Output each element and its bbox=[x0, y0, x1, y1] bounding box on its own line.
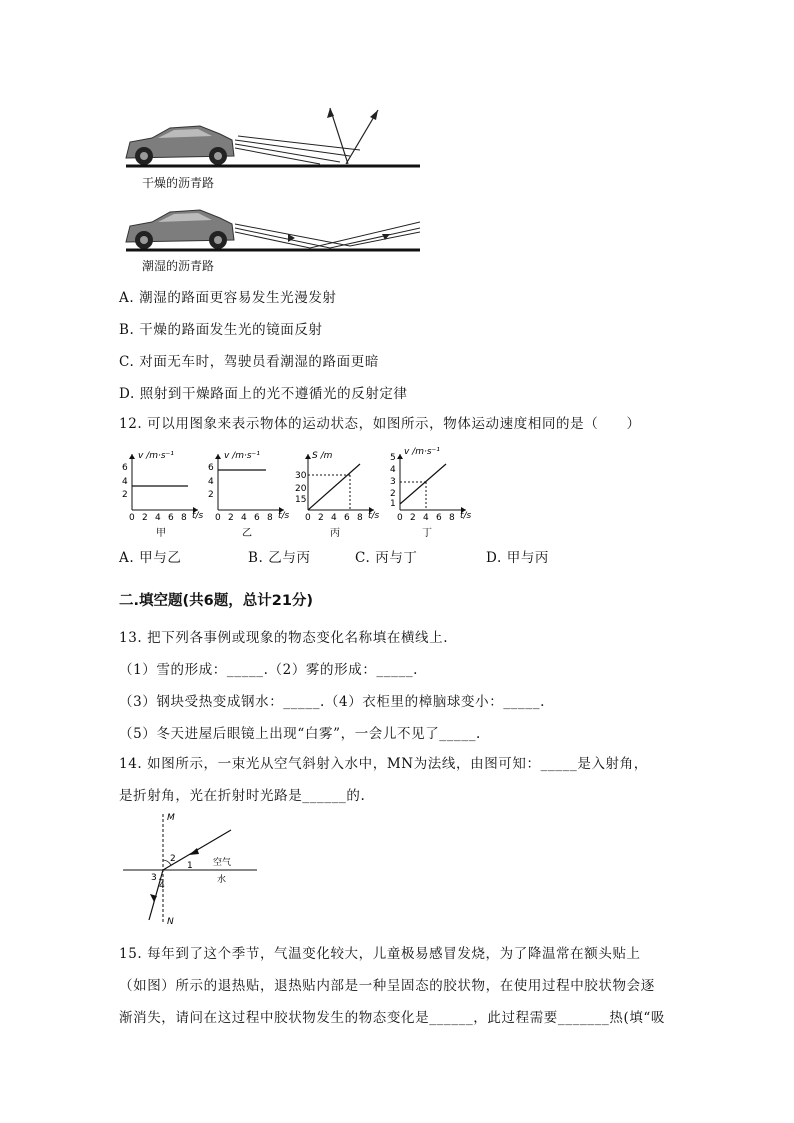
svg-text:2: 2 bbox=[208, 490, 214, 500]
svg-text:4: 4 bbox=[155, 513, 161, 523]
label-air: 空气 bbox=[213, 858, 232, 868]
svg-text:2: 2 bbox=[142, 513, 148, 523]
svg-text:8: 8 bbox=[267, 513, 273, 523]
q12-option-b: B. 乙与丙 bbox=[248, 550, 311, 566]
q14-line-1: 14. 如图所示，一束光从空气斜射入水中，MN为法线，由图可知：_____是入射角， bbox=[119, 756, 648, 772]
svg-text:0: 0 bbox=[397, 513, 403, 523]
svg-text:0: 0 bbox=[215, 513, 221, 523]
q11-option-b: B. 干燥的路面发生光的镜面反射 bbox=[119, 322, 323, 338]
label-m: M bbox=[167, 813, 175, 823]
svg-text:20: 20 bbox=[295, 484, 307, 494]
svg-text:2: 2 bbox=[122, 490, 128, 500]
svg-text:4: 4 bbox=[241, 513, 247, 523]
q11-option-d: D. 照射到干燥路面上的光不遵循光的反射定律 bbox=[119, 386, 408, 402]
svg-text:t/s: t/s bbox=[192, 511, 204, 521]
svg-text:4: 4 bbox=[122, 477, 128, 487]
q15-line-1: 15. 每年到了这个季节，气温变化较大，儿童极易感冒发烧，为了降温常在额头贴上 bbox=[119, 946, 641, 962]
svg-text:8: 8 bbox=[357, 513, 363, 523]
road-figure bbox=[120, 100, 430, 276]
svg-text:6: 6 bbox=[122, 463, 128, 473]
svg-text:3: 3 bbox=[390, 477, 396, 487]
label-angle-3: 3 bbox=[151, 873, 157, 883]
q13-line-1: （1）雪的形成：_____.（2）雾的形成：_____. bbox=[119, 662, 419, 678]
q11-option-a: A. 潮湿的路面更容易发生光漫发射 bbox=[119, 290, 337, 306]
svg-text:6: 6 bbox=[254, 513, 260, 523]
graph-label-ding: 丁 bbox=[422, 528, 432, 538]
svg-text:v /m·s⁻¹: v /m·s⁻¹ bbox=[138, 451, 174, 461]
svg-text:4: 4 bbox=[423, 513, 429, 523]
graph-yi bbox=[208, 451, 290, 538]
car-dry-road bbox=[126, 126, 234, 165]
q15-line-2: （如图）所示的退热贴，退热贴内部是一种呈固态的胶状物，在使用过程中胶状物会逐 bbox=[119, 978, 655, 994]
wet-road-caption: 潮湿的沥青路 bbox=[142, 259, 215, 273]
label-n: N bbox=[167, 917, 174, 927]
q13-line-2: （3）钢块受热变成钢水：_____.（4）衣柜里的樟脑球变小：_____. bbox=[119, 694, 545, 710]
svg-text:4: 4 bbox=[208, 477, 214, 487]
label-water: 水 bbox=[217, 875, 227, 885]
graph-bing bbox=[295, 451, 380, 538]
refraction-figure bbox=[119, 810, 259, 930]
svg-text:2: 2 bbox=[318, 513, 324, 523]
dry-road-caption: 干燥的沥青路 bbox=[142, 176, 215, 190]
svg-text:6: 6 bbox=[436, 513, 442, 523]
svg-text:6: 6 bbox=[344, 513, 350, 523]
q13-stem: 13. 把下列各事例或现象的物态变化名称填在横线上. bbox=[119, 630, 449, 646]
q15-line-3: 渐消失，请问在这过程中胶状物发生的物态变化是______，此过程需要_______热(填“吸 bbox=[119, 1010, 666, 1026]
svg-text:6: 6 bbox=[168, 513, 174, 523]
svg-text:1: 1 bbox=[390, 499, 396, 509]
q12-stem: 12. 可以用图象来表示物体的运动状态，如图所示，物体运动速度相同的是（ ） bbox=[119, 416, 641, 432]
svg-text:6: 6 bbox=[208, 463, 214, 473]
svg-text:t/s: t/s bbox=[368, 511, 380, 521]
road-reflection-diagram bbox=[120, 100, 430, 276]
q11-option-c: C. 对面无车时，驾驶员看潮湿的路面更暗 bbox=[119, 354, 379, 370]
svg-text:v /m·s⁻¹: v /m·s⁻¹ bbox=[224, 451, 260, 461]
svg-text:4: 4 bbox=[390, 465, 396, 475]
svg-text:t/s: t/s bbox=[460, 511, 472, 521]
svg-text:2: 2 bbox=[390, 489, 396, 499]
section-heading: 二.填空题(共6题，总计21分) bbox=[119, 593, 314, 609]
graph-ding bbox=[390, 447, 472, 538]
graph-label-yi: 乙 bbox=[242, 528, 252, 538]
graph-label-jia: 甲 bbox=[156, 528, 166, 538]
svg-text:15: 15 bbox=[295, 495, 307, 505]
refraction-diagram bbox=[119, 810, 259, 930]
car-wet-road bbox=[126, 210, 234, 249]
svg-text:8: 8 bbox=[181, 513, 187, 523]
svg-text:2: 2 bbox=[228, 513, 234, 523]
q14-line-2: 是折射角，光在折射时光路是______的. bbox=[119, 788, 366, 804]
graph-jia bbox=[122, 451, 204, 538]
svg-text:t/s: t/s bbox=[278, 511, 290, 521]
svg-text:8: 8 bbox=[449, 513, 455, 523]
svg-text:5: 5 bbox=[390, 453, 396, 463]
q13-line-3: （5）冬天进屋后眼镜上出现“白雾”，一会儿不见了_____. bbox=[119, 726, 481, 742]
motion-graphs bbox=[118, 446, 488, 538]
svg-text:2: 2 bbox=[410, 513, 416, 523]
label-angle-4: 4 bbox=[159, 881, 165, 891]
svg-text:4: 4 bbox=[331, 513, 337, 523]
graph-label-bing: 丙 bbox=[330, 528, 340, 538]
svg-text:0: 0 bbox=[129, 513, 135, 523]
svg-text:S /m: S /m bbox=[312, 451, 333, 461]
q12-option-a: A. 甲与乙 bbox=[119, 550, 182, 566]
label-angle-2: 2 bbox=[170, 854, 176, 864]
label-angle-1: 1 bbox=[187, 861, 193, 871]
q12-option-d: D. 甲与丙 bbox=[486, 550, 550, 566]
svg-text:30: 30 bbox=[295, 471, 307, 481]
q12-graphs bbox=[118, 446, 488, 538]
svg-text:0: 0 bbox=[305, 513, 311, 523]
q12-option-c: C. 丙与丁 bbox=[355, 550, 418, 566]
reflected-ray-1 bbox=[330, 108, 348, 164]
svg-text:v /m·s⁻¹: v /m·s⁻¹ bbox=[404, 447, 440, 457]
